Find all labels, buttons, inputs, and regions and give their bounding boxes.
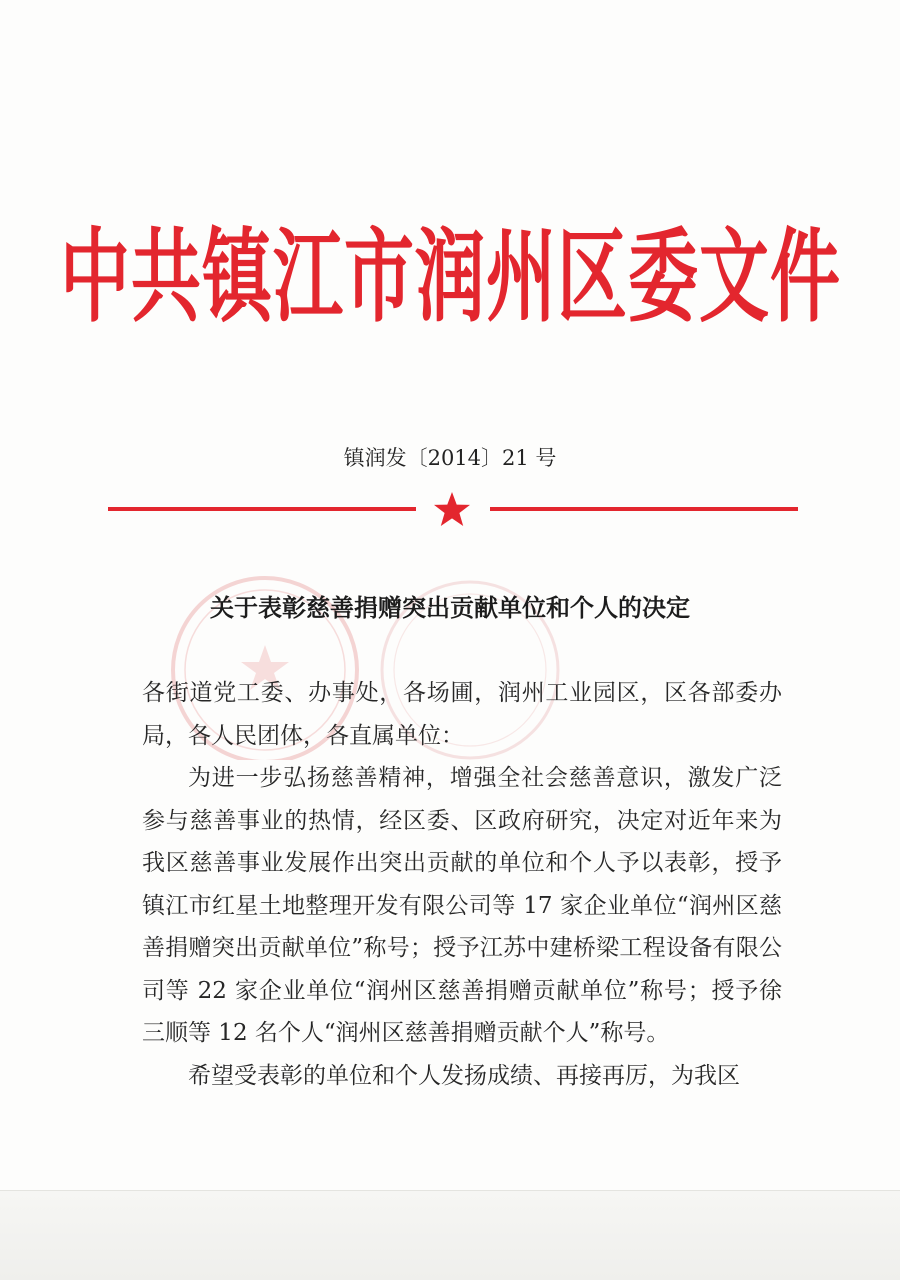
addressee-paragraph: 各街道党工委、办事处，各场圃，润州工业园区，区各部委办局，各人民团体，各直属单位： [142, 680, 782, 749]
body-paragraph-1: 为进一步弘扬慈善精神，增强全社会慈善意识，激发广泛参与慈善事业的热情，经区委、区政府研究，决定对近年来为我区慈善事业发展作出突出贡献的单位和个人予以表彰，授予镇江市红星土地整理开发有限公司等 17 家企业单位“润州区慈善捐赠突出贡献单位”称号；授予江苏中建桥梁工程设备有限公司等 22 家企业单位“润州区慈善捐赠贡献单位”称号；授予徐三顺等 12 名个人“润州区慈善捐赠贡献个人”称号。 [142, 765, 782, 1046]
star-icon [432, 490, 472, 530]
document-number: 镇润发〔2014〕21 号 [343, 446, 557, 470]
body-paragraph-2: 希望受表彰的单位和个人发扬成绩、再接再厉，为我区 [188, 1062, 740, 1089]
red-divider-left [108, 507, 416, 511]
document-body [142, 672, 782, 1097]
page-bottom-edge [0, 1190, 900, 1280]
red-divider-right [490, 507, 798, 511]
issuer-masthead: 中共镇江市润州区委文件 [60, 217, 841, 337]
document-title: 关于表彰慈善捐赠突出贡献单位和个人的决定 [210, 594, 690, 622]
